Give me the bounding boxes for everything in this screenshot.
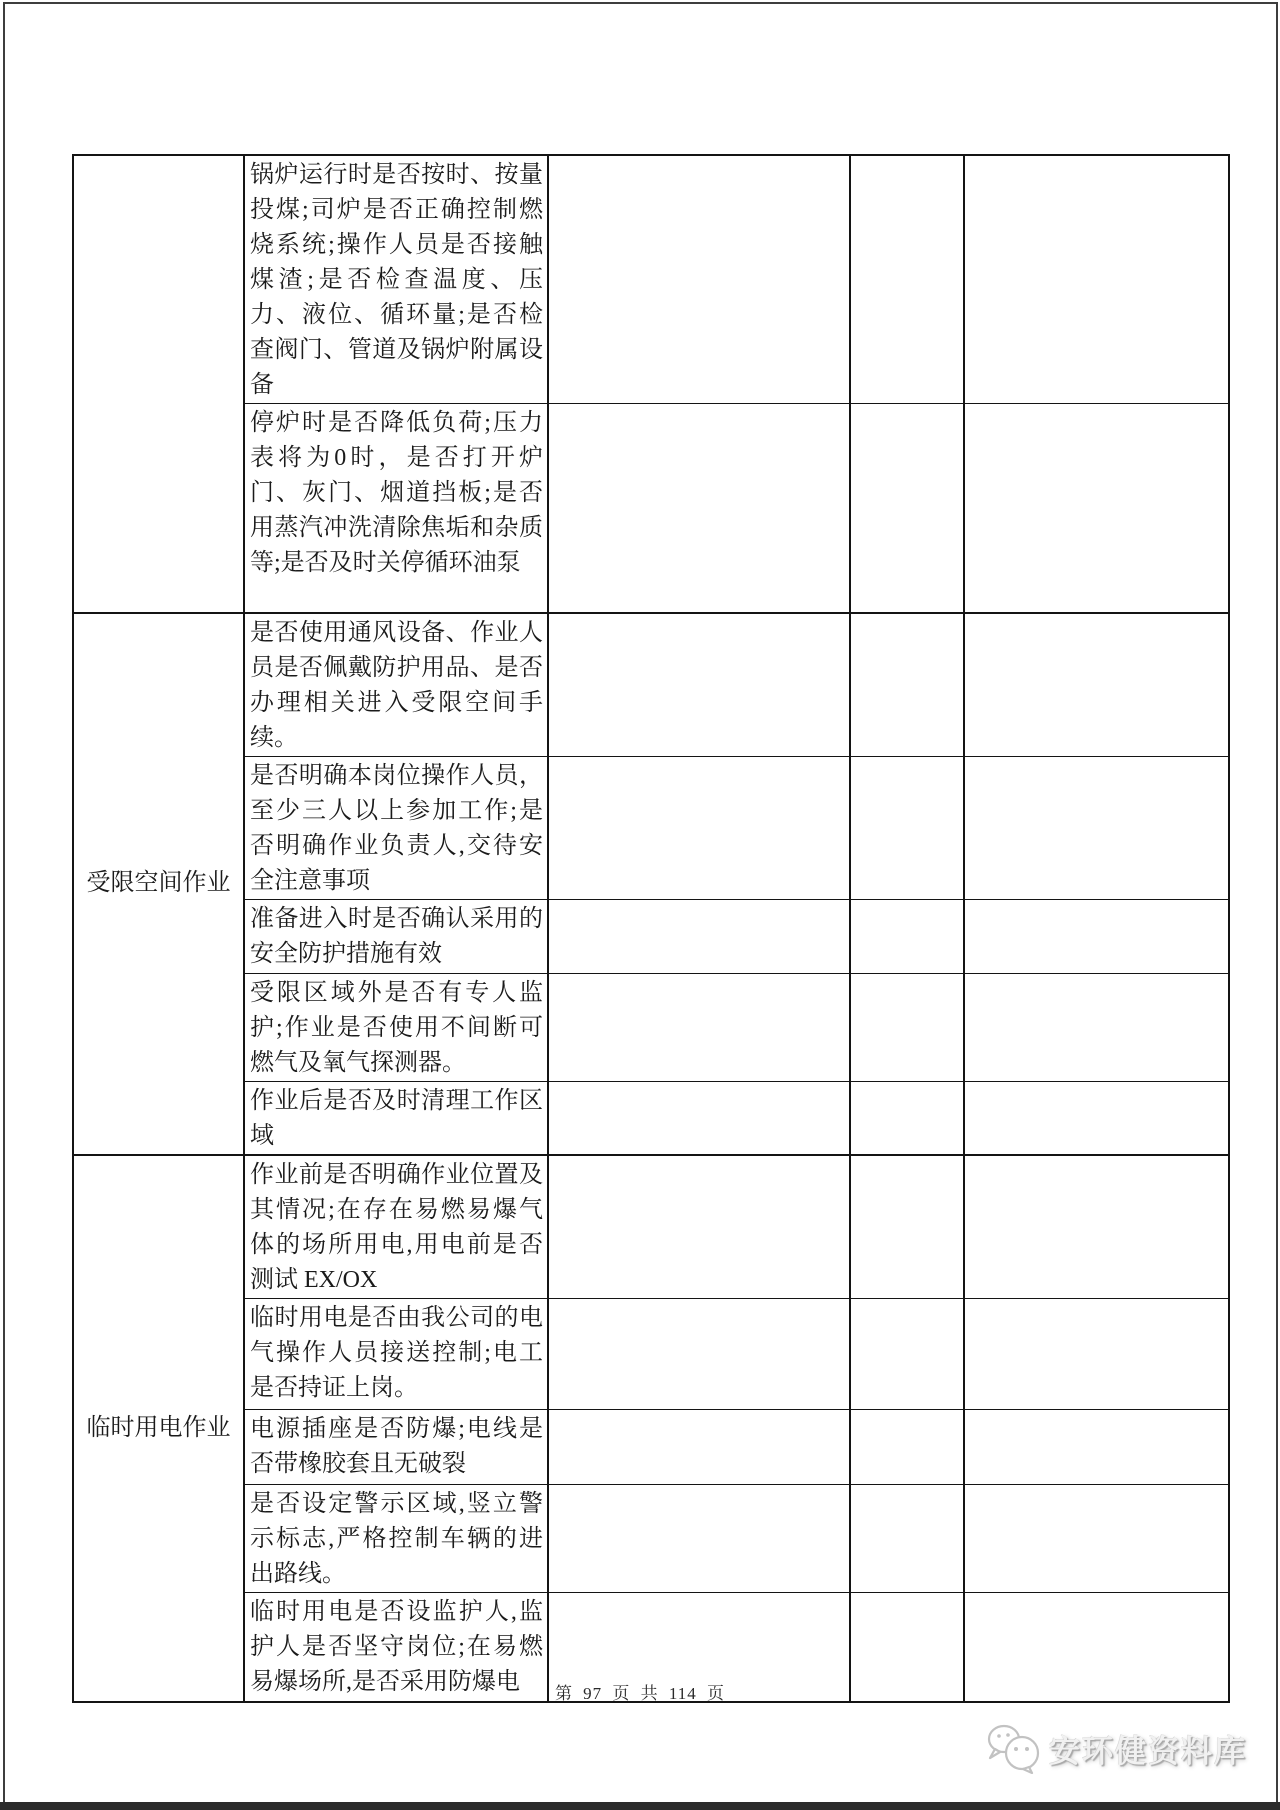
blank-cell — [850, 1298, 964, 1409]
blank-cell — [548, 1484, 850, 1592]
check-item-cell: 停炉时是否降低负荷;压力表将为0时，是否打开炉门、灰门、烟道挡板;是否用蒸汽冲洗清除焦垢和杂质等;是否及时关停循环油泵 — [244, 404, 548, 613]
blank-cell — [548, 1298, 850, 1409]
table-row — [73, 973, 1229, 1081]
check-item-cell: 临时用电是否由我公司的电气操作人员接送控制;电工是否持证上岗。 — [244, 1298, 548, 1409]
check-item-cell: 是否设定警示区域,竖立警示标志,严格控制车辆的进出路线。 — [244, 1484, 548, 1592]
table-row — [73, 404, 1229, 613]
blank-cell — [850, 973, 964, 1081]
check-item-cell: 锅炉运行时是否按时、按量投煤;司炉是否正确控制燃烧系统;操作人员是否接触煤渣;是否检查温度、压力、液位、循环量;是否检查阀门、管道及锅炉附属设备 — [244, 155, 548, 404]
blank-cell — [548, 756, 850, 899]
table-row — [73, 756, 1229, 899]
check-item-cell: 是否明确本岗位操作人员，至少三人以上参加工作;是否明确作业负责人,交待安全注意事项 — [244, 756, 548, 899]
table-row — [73, 155, 1229, 404]
blank-cell — [964, 1409, 1229, 1484]
check-item-cell: 临时用电是否设监护人,监护人是否坚守岗位;在易燃易爆场所,是否采用防爆电 — [244, 1592, 548, 1702]
blank-cell — [964, 1298, 1229, 1409]
blank-cell — [850, 613, 964, 757]
brand-name: 安环健资料库 — [1049, 1733, 1247, 1769]
blank-cell — [548, 1155, 850, 1299]
blank-cell — [850, 404, 964, 613]
blank-cell — [964, 756, 1229, 899]
blank-cell — [964, 973, 1229, 1081]
page-footer: 第 97 页 共 114 页 — [554, 1684, 726, 1703]
check-item-cell: 作业前是否明确作业位置及其情况;在存在易燃易爆气体的场所用电,用电前是否测试 EX/OX — [244, 1155, 548, 1299]
blank-cell — [964, 1155, 1229, 1299]
blank-cell — [548, 613, 850, 757]
safety-checklist-table — [72, 154, 1230, 1703]
blank-cell — [548, 1409, 850, 1484]
check-item-cell: 受限区域外是否有专人监护;作业是否使用不间断可燃气及氧气探测器。 — [244, 973, 548, 1081]
blank-cell — [548, 1081, 850, 1155]
wechat-chat-bubbles-icon — [982, 1722, 1044, 1774]
check-item-cell: 作业后是否及时清理工作区域 — [244, 1081, 548, 1155]
check-item-cell: 准备进入时是否确认采用的安全防护措施有效 — [244, 899, 548, 973]
category-cell — [73, 155, 244, 613]
blank-cell — [964, 613, 1229, 757]
table-row — [73, 1409, 1229, 1484]
blank-cell — [850, 1484, 964, 1592]
blank-cell — [964, 1484, 1229, 1592]
blank-cell — [850, 899, 964, 973]
blank-cell — [964, 1081, 1229, 1155]
blank-cell — [850, 1155, 964, 1299]
blank-cell — [548, 973, 850, 1081]
blank-cell — [548, 155, 850, 404]
blank-cell — [964, 404, 1229, 613]
blank-cell — [850, 756, 964, 899]
table-row — [73, 899, 1229, 973]
blank-cell — [964, 899, 1229, 973]
brand-watermark — [982, 1722, 1247, 1774]
blank-cell — [850, 1409, 964, 1484]
table-row — [73, 1298, 1229, 1409]
blank-cell — [548, 899, 850, 973]
category-cell: 受限空间作业 — [73, 613, 244, 1155]
bottom-edge-bar — [0, 1802, 1280, 1810]
table-row — [73, 1081, 1229, 1155]
blank-cell — [548, 404, 850, 613]
blank-cell — [850, 1081, 964, 1155]
table-row — [73, 613, 1229, 757]
category-cell: 临时用电作业 — [73, 1155, 244, 1703]
blank-cell — [850, 155, 964, 404]
check-item-cell: 电源插座是否防爆;电线是否带橡胶套且无破裂 — [244, 1409, 548, 1484]
check-item-cell: 是否使用通风设备、作业人员是否佩戴防护用品、是否办理相关进入受限空间手续。 — [244, 613, 548, 757]
table-row — [73, 1155, 1229, 1299]
table-row — [73, 1484, 1229, 1592]
blank-cell — [964, 155, 1229, 404]
